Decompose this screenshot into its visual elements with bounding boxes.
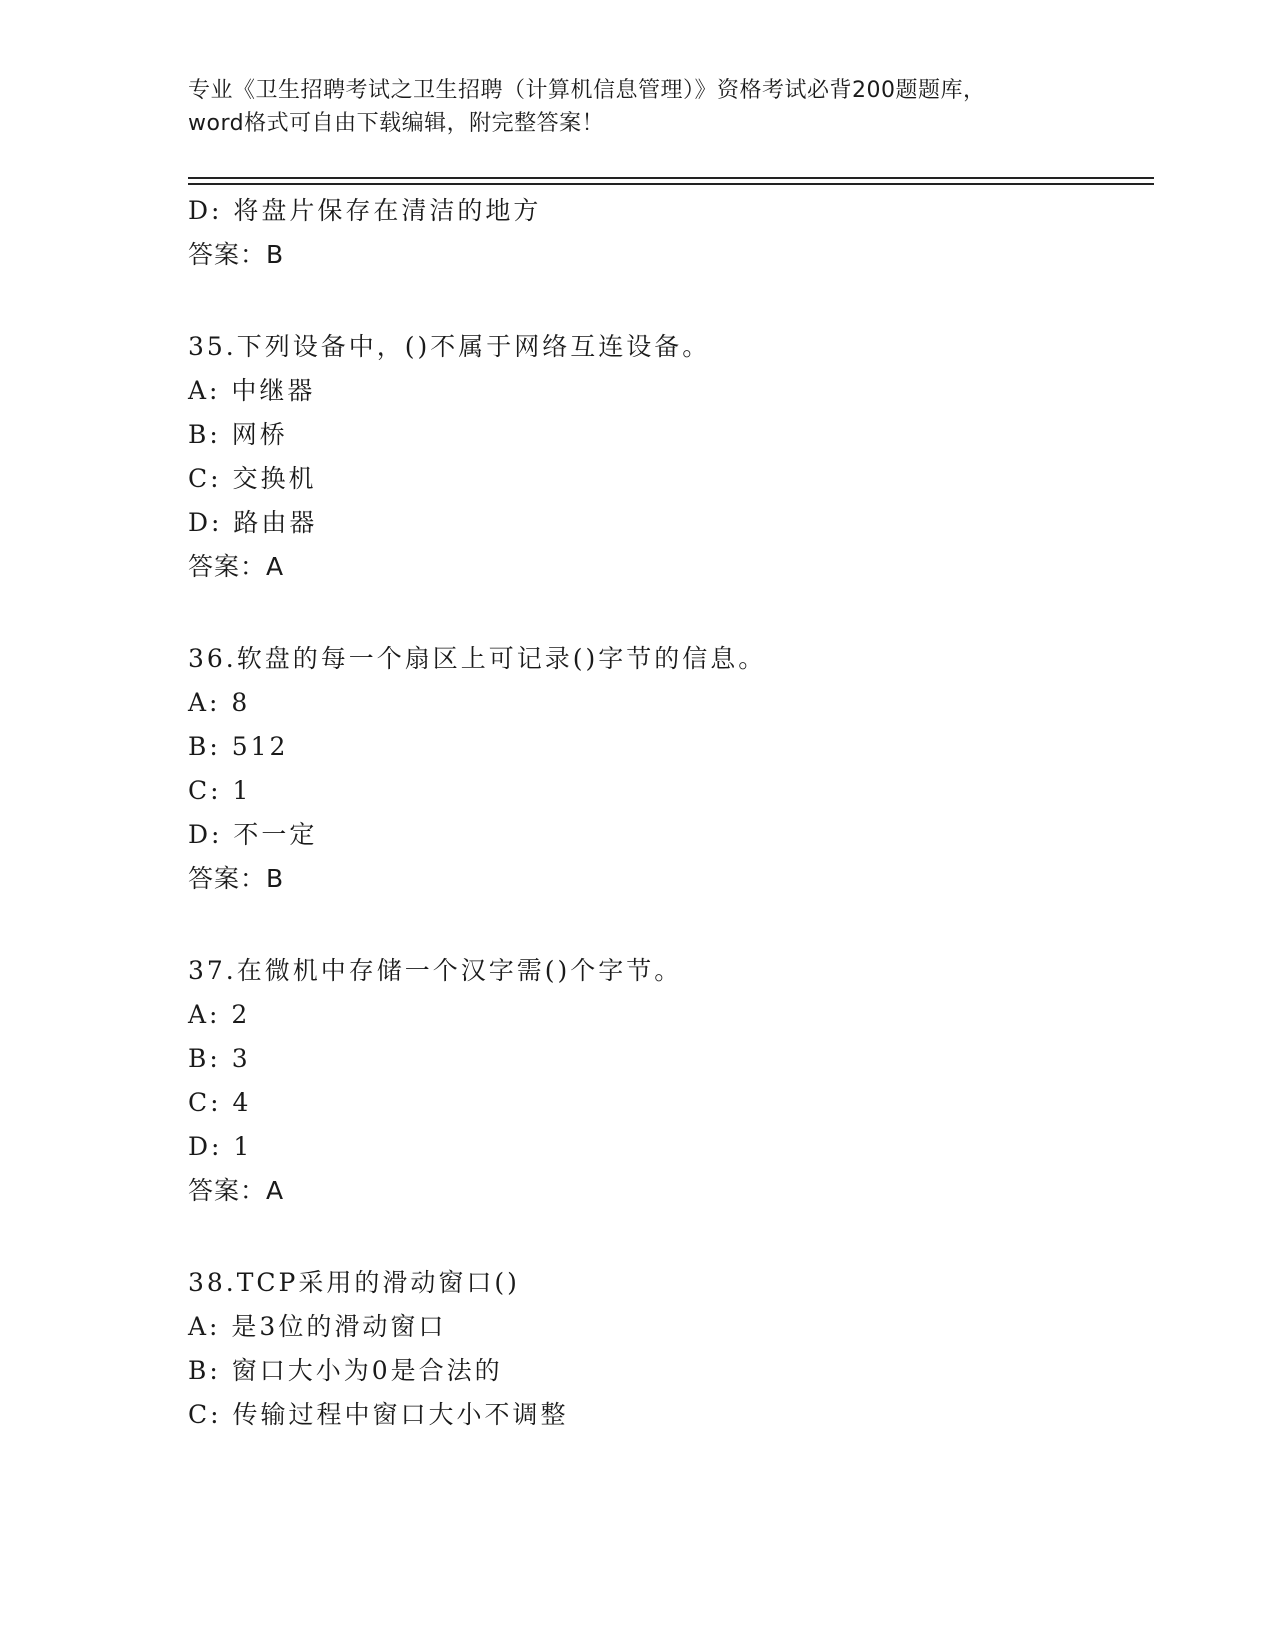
q37-option-a: A: 2: [188, 1000, 251, 1029]
q35-option-b: B: 网桥: [188, 420, 288, 449]
q35-option-d: D: 路由器: [188, 508, 318, 537]
header-divider-top: [188, 177, 1154, 179]
question-35: 35.下列设备中，()不属于网络互连设备。: [188, 332, 711, 361]
question-37: 37.在微机中存储一个汉字需()个字节。: [188, 956, 683, 985]
q35-option-a: A: 中继器: [188, 376, 316, 405]
prev-answer: 答案：B: [188, 240, 285, 269]
header-title-line-1: 专业《卫生招聘考试之卫生招聘（计算机信息管理）》资格考试必背200题题库，: [188, 78, 986, 103]
q37-answer: 答案：A: [188, 1176, 285, 1205]
q36-option-a: A: 8: [188, 688, 251, 717]
q36-answer: 答案：B: [188, 864, 285, 893]
prev-option-d: D: 将盘片保存在清洁的地方: [188, 196, 542, 225]
q37-option-d: D: 1: [188, 1132, 253, 1161]
header-divider-bottom: [188, 183, 1154, 185]
q38-option-a: A: 是3位的滑动窗口: [188, 1312, 447, 1341]
q37-option-b: B: 3: [188, 1044, 251, 1073]
q35-answer: 答案：A: [188, 552, 285, 581]
question-38: 38.TCP采用的滑动窗口(): [188, 1268, 520, 1297]
document-header: [188, 74, 1088, 140]
q36-option-b: B: 512: [188, 732, 289, 761]
q38-option-c: C: 传输过程中窗口大小不调整: [188, 1400, 569, 1429]
q36-option-c: C: 1: [188, 776, 252, 805]
question-36: 36.软盘的每一个扇区上可记录()字节的信息。: [188, 644, 767, 673]
q35-option-c: C: 交换机: [188, 464, 317, 493]
header-title-line-2: word格式可自由下载编辑，附完整答案！: [188, 111, 605, 136]
q38-option-b: B: 窗口大小为0是合法的: [188, 1356, 503, 1385]
q36-option-d: D: 不一定: [188, 820, 318, 849]
q37-option-c: C: 4: [188, 1088, 252, 1117]
